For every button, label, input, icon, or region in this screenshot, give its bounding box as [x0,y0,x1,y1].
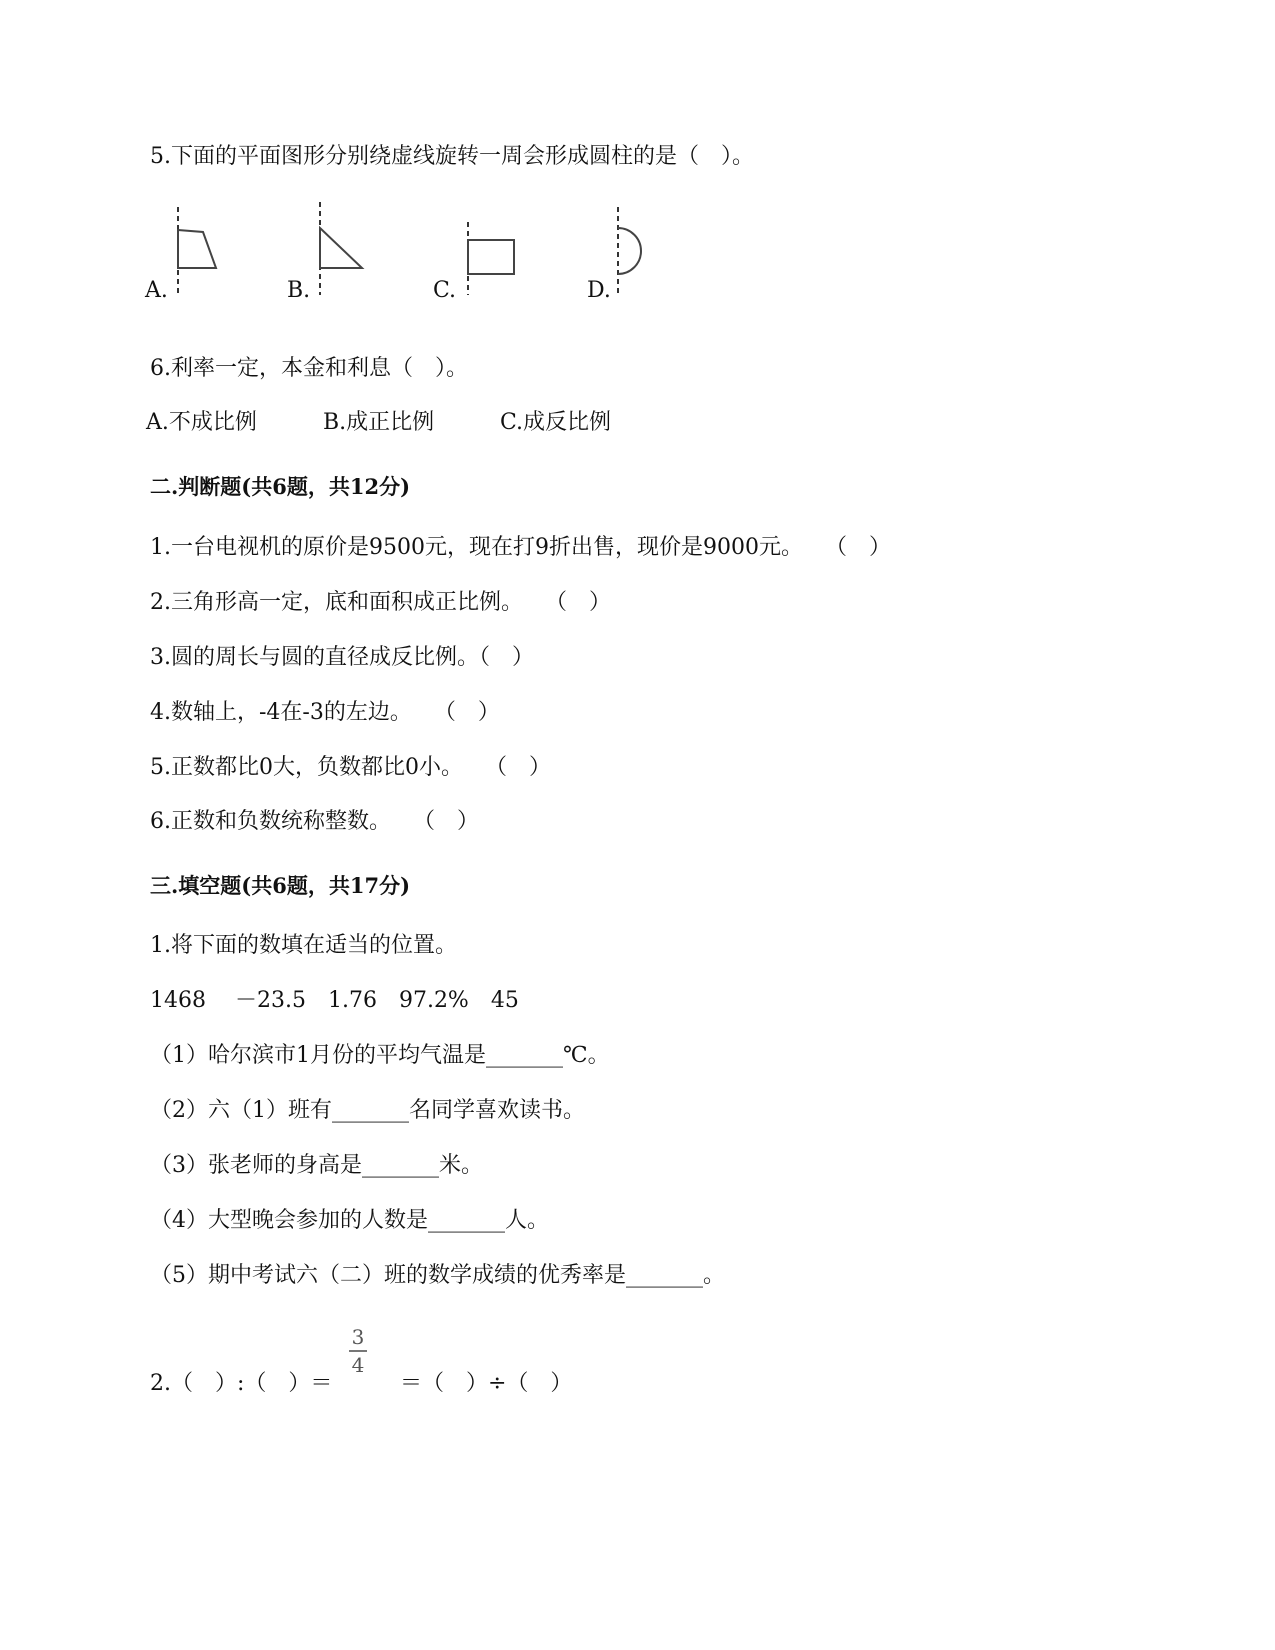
rectangle-figure-icon [463,220,523,297]
blank-item-3: （3）张老师的身高是_______米。 [150,1153,483,1178]
option-a-label: A. [145,278,168,303]
blank-item-2: （2）六（1）班有_______名同学喜欢读书。 [150,1098,585,1123]
fraction-denominator: 4 [351,1353,365,1377]
section-2-title: 二.判断题(共6题，共12分) [150,474,411,499]
q6-option-a: A.不成比例 [146,410,257,435]
judge-item-2: 2.三角形高一定，底和面积成正比例。 （ ） [150,590,611,615]
number-list: 1468 －23.5 1.76 97.2% 45 [150,988,519,1013]
option-b-label: B. [287,278,311,303]
fill-question-2-left: 2.（ ）:（ ）＝ [150,1371,333,1396]
fill-question-1-text: 1.将下面的数填在适当的位置。 [150,933,457,958]
blank-item-1: （1）哈尔滨市1月份的平均气温是_______℃。 [150,1043,610,1068]
blank-item-5: （5）期中考试六（二）班的数学成绩的优秀率是_______。 [150,1263,725,1288]
judge-item-3: 3.圆的周长与圆的直径成反比例。（ ） [150,645,534,670]
option-d-label: D. [587,278,611,303]
semicircle-figure-icon [612,205,662,297]
question-6-text: 6.利率一定，本金和利息（ ）。 [150,356,468,381]
section-3-title: 三.填空题(共6题，共17分) [150,873,411,898]
q6-option-c: C.成反比例 [500,410,612,435]
fraction-numerator: 3 [351,1325,365,1349]
blank-item-4: （4）大型晚会参加的人数是_______人。 [150,1208,549,1233]
question-5-text: 5.下面的平面图形分别绕虚线旋转一周会形成圆柱的是（ ）。 [150,144,754,169]
judge-item-4: 4.数轴上，-4在-3的左边。 （ ） [150,700,500,725]
option-c-label: C. [433,278,457,303]
triangle-figure-icon [312,200,372,297]
q6-option-b: B.成正比例 [323,410,435,435]
trapezoid-figure-icon [170,205,230,297]
judge-item-6: 6.正数和负数统称整数。 （ ） [150,809,479,834]
fill-question-2-right: ＝（ ）÷（ ） [400,1371,573,1396]
judge-item-5: 5.正数都比0大，负数都比0小。 （ ） [150,755,551,780]
fraction-bar [349,1350,367,1352]
fraction [347,1326,369,1376]
judge-item-1: 1.一台电视机的原价是9500元，现在打9折出售，现价是9000元。 （ ） [150,535,891,560]
